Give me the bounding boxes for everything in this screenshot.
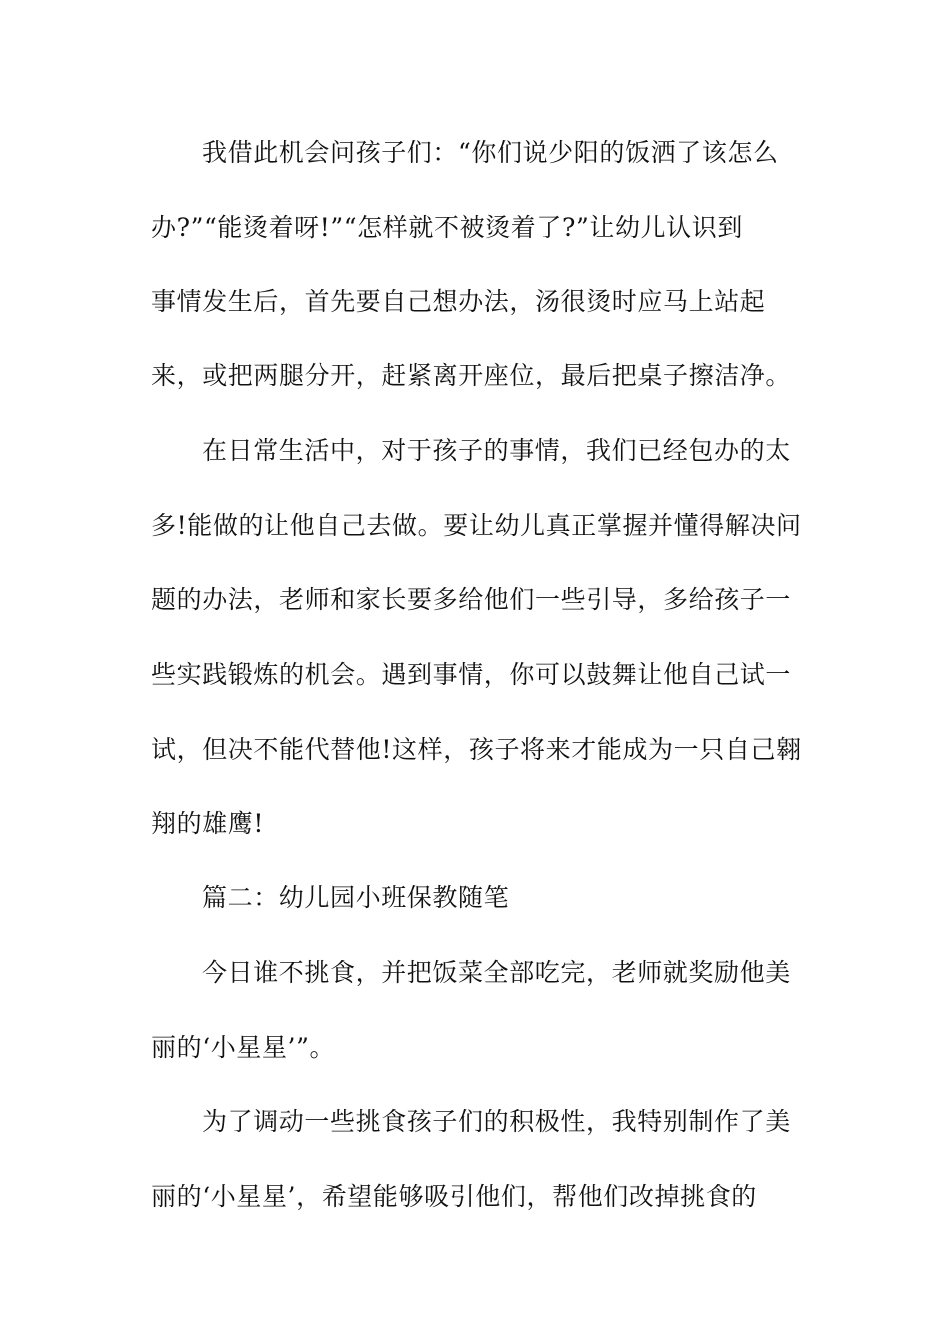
paragraph-4-line-1: 为了调动一些挑食孩子们的积极性，我特别制作了美 <box>202 1107 791 1136</box>
paragraph-2-line-4: 些实践锻炼的机会。遇到事情，你可以鼓舞让他自己试一 <box>151 660 792 689</box>
paragraph-2-line-2: 多!能做的让他自己去做。要让幼儿真正掌握并懂得解决问 <box>151 511 802 540</box>
paragraph-1-line-3: 事情发生后，首先要自己想办法，汤很烫时应马上站起 <box>151 287 766 316</box>
paragraph-2-line-5: 试，但决不能代替他!这样，孩子将来才能成为一只自己翱 <box>151 735 802 764</box>
section-heading: 篇二：幼儿园小班保教随笔 <box>202 883 510 912</box>
paragraph-3-line-2: 丽的‘小星星’”。 <box>151 1033 336 1062</box>
paragraph-4-line-2: 丽的‘小星星’，希望能够吸引他们，帮他们改掉挑食的 <box>151 1182 757 1211</box>
paragraph-3-line-1: 今日谁不挑食，并把饭菜全部吃完，老师就奖励他美 <box>202 958 791 987</box>
paragraph-1-line-4: 来，或把两腿分开，赶紧离开座位，最后把桌子擦洁净。 <box>151 361 792 390</box>
paragraph-2-line-6: 翔的雄鹰! <box>151 809 265 838</box>
paragraph-2-line-3: 题的办法，老师和家长要多给他们一些引导，多给孩子一 <box>151 585 792 614</box>
paragraph-1-line-2: 办?”“能烫着呀!”“怎样就不被烫着了?”让幼儿认识到 <box>151 213 743 242</box>
paragraph-2-line-1: 在日常生活中，对于孩子的事情，我们已经包办的太 <box>202 436 791 465</box>
paragraph-1-line-1: 我借此机会问孩子们：“你们说少阳的饭洒了该怎么 <box>202 138 779 167</box>
